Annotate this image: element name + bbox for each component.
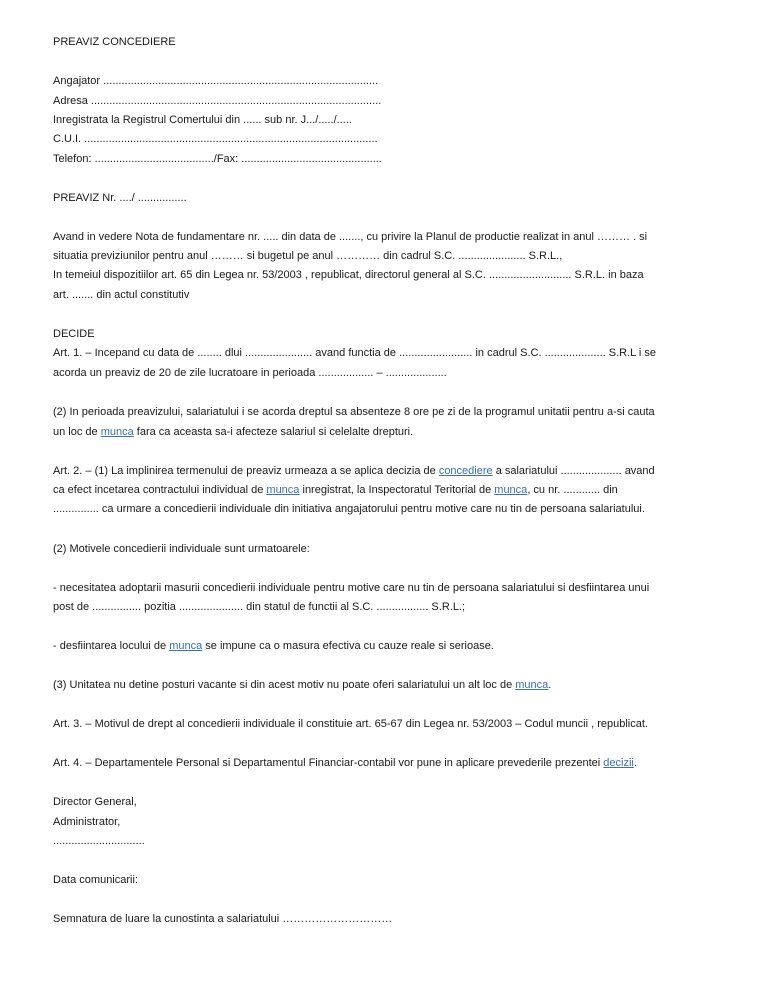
munca-link[interactable]: munca — [100, 426, 134, 438]
text-segment: un loc de — [53, 426, 101, 438]
preamble-line-3: In temeiul dispozitiilor art. 65 din Legea nr. 53/2003 , republicat, directorul general al S.C. ........................... S.R.L. in baza — [53, 269, 644, 281]
munca-link[interactable]: munca — [494, 484, 528, 496]
art3: Art. 3. – Motivul de drept al concedierii individuale il constituie art. 65-67 din Legea nr. 53/2003 – Codul muncii , republicat. — [53, 718, 648, 730]
text-segment: , cu nr. ............ din — [527, 484, 618, 496]
text-segment: (3) Unitatea nu detine posturi vacante si din acest motiv nu poate oferi salariatului un alt loc de — [53, 679, 516, 691]
art2-line-3: ............... ca urmare a concedierii individuale din initiativa angajatorului pentru motive care nu tin de persoana salariatului. — [53, 503, 645, 515]
text-segment: a salariatului .................... avand — [492, 465, 655, 477]
text-segment: Art. 4. – Departamentele Personal si Departamentul Financiar-contabil vor pune in aplicare prevederile prezentei — [53, 757, 604, 769]
text-segment: fara ca aceasta sa-i afecteze salariul si celelalte drepturi. — [133, 426, 414, 438]
preamble-line-4: art. ....... din actul constitutiv — [53, 289, 190, 301]
text-segment: inregistrat, la Inspectoratul Teritorial de — [299, 484, 495, 496]
signature-dots: .............................. — [53, 835, 145, 847]
decizii-link[interactable]: decizii — [603, 757, 634, 769]
art2-para2: (2) Motivele concedierii individuale sunt urmatoarele: — [53, 543, 310, 555]
employee-acknowledgement-line: Semnatura de luare la cunostinta a salariatului ………………………… — [53, 913, 393, 925]
communication-date-label: Data comunicarii: — [53, 874, 138, 886]
art2-line-2 — [53, 483, 618, 497]
employer-name-line: Angajator .......................................................................................... — [53, 75, 379, 87]
munca-link[interactable]: munca — [169, 640, 203, 652]
text-segment: ca efect incetarea contractului individual de — [53, 484, 267, 496]
employer-address-line: Adresa ............................................................................................... — [53, 95, 382, 107]
preamble-line-2: situatia previziunilor pentru anul ……… si bugetul pe anul ………… din cadrul S.C. ...................... S.R.L., — [53, 250, 563, 262]
director-general-label: Director General, — [53, 796, 137, 808]
reason-1-line-2: post de ................ pozitia ..................... din statul de functii al S.C. ................. S.R.L.; — [53, 601, 466, 613]
reason-2 — [53, 639, 494, 653]
art1-para2-line-1: (2) In perioada preavizului, salariatului i se acorda dreptul sa absenteze 8 ore pe zi de la programul unitatii pentru a-si cauta — [53, 406, 655, 418]
reason-1-line-1: - necesitatea adoptarii masurii concedierii individuale pentru motive care nu tin de persoana salariatului si desfiintarea unui — [53, 582, 650, 594]
trade-register-line: Inregistrata la Registrul Comertului din ...... sub nr. J.../...../..... — [53, 114, 352, 126]
decide-heading: DECIDE — [53, 328, 95, 340]
art1-line-1: Art. 1. – Incepand cu data de ........ dlui ...................... avand functia de ........................ in cadrul S.C. .................... S.R.L i se — [53, 347, 657, 359]
cui-line: C.U.I. ................................................................................................ — [53, 133, 378, 145]
phone-fax-line: Telefon: ......................................./Fax: .............................................. — [53, 153, 382, 165]
preamble-line-1: Avand in vedere Nota de fundamentare nr. ..... din data de ......., cu privire la Planul de productie realizat in anul ……… . si — [53, 231, 648, 243]
art2-para3 — [53, 678, 551, 692]
notice-number: PREAVIZ Nr. ..../ ................ — [53, 192, 187, 204]
concediere-link[interactable]: concediere — [438, 465, 493, 477]
munca-link[interactable]: munca — [515, 679, 549, 691]
munca-link[interactable]: munca — [266, 484, 300, 496]
text-segment: . — [633, 757, 637, 769]
text-segment: se impune ca o masura efectiva cu cauze reale si serioase. — [202, 640, 494, 652]
art1-para2-line-2 — [53, 425, 413, 439]
art4 — [53, 756, 637, 770]
text-segment: - desfiintarea locului de — [53, 640, 170, 652]
administrator-label: Administrator, — [53, 816, 121, 828]
art2-line-1 — [53, 464, 655, 478]
text-segment: . — [548, 679, 552, 691]
document-title: PREAVIZ CONCEDIERE — [53, 36, 176, 48]
text-segment: Art. 2. – (1) La implinirea termenului de preaviz urmeaza a se aplica decizia de — [53, 465, 439, 477]
art1-line-2: acorda un preaviz de 20 de zile lucratoare in perioada .................. – .................... — [53, 367, 447, 379]
